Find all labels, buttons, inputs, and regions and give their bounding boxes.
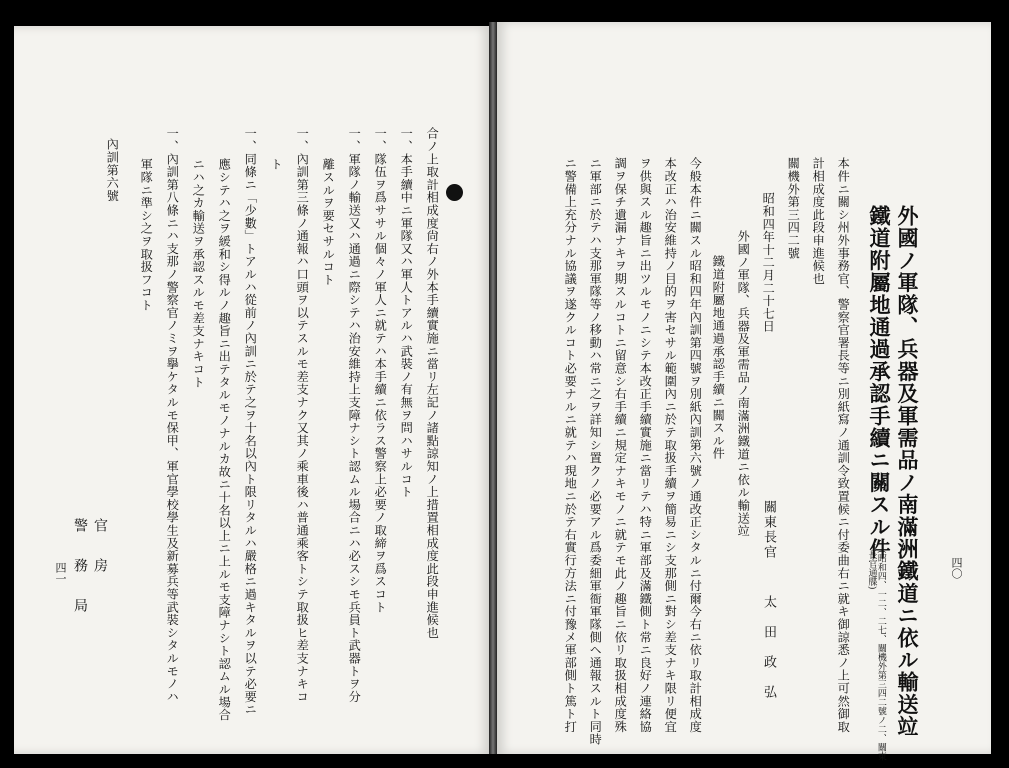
office-line2: 警務局 [72, 518, 88, 638]
right-line-1: 本件ニ關シ州外事務官、警察官署長等ニ別紙寫ノ通訓令致置候ニ付委曲右ニ就キ御諒悉ノ上可然御取 [836, 157, 851, 733]
right-line-11: ニ軍部ニ於テハ支那軍隊等ノ移動ハ常ニ之ヲ詳知シ置クノ必要アル爲委細軍衙軍隊側ヘ通報スルト同時 [588, 157, 603, 746]
left-line-7: ト [269, 158, 284, 171]
right-page-number: 四〇 [950, 557, 963, 579]
official-name: 太田政弘 [761, 595, 776, 715]
right-line-6: 鐵道附屬地通過承認手續ニ關スル件 [711, 255, 726, 460]
left-line-1: 合ノ上取計相成度尙右ノ外本手續實施ニ當リ左記ノ諸點諒知ノ上措置相成度此段申進候也 [425, 127, 440, 639]
right-line-8: 本改正ハ治安維持ノ目的ヲ害セサル範圍內ニ於テ取扱手續ヲ簡易ニシ支那側ニ對シ差支ナキ限リ便宜 [663, 157, 678, 733]
left-line-13: 內訓第六號 [105, 138, 120, 202]
official-title: 關東長官 [761, 500, 776, 560]
left-line-8: 一、同條ニ「少數」トアルハ從前ノ內訓ニ於テ之ヲ十名以內ト限リタルハ嚴格ニ過キタルヲ以テ必要ニ [243, 127, 258, 716]
right-line-5: 外國ノ軍隊、兵器及軍需品ノ南滿洲鐵道ニ依ル輸送竝 [736, 230, 751, 538]
right-line-4: 昭和四年十二月二十七日 [761, 192, 776, 333]
left-line-12: 軍隊ニ準シ之ヲ取扱フコト [139, 158, 154, 312]
left-line-2: 一、本手續中ニ軍隊又ハ軍人トアルハ武裝ノ有無ヲ問ハサルコト [399, 127, 414, 499]
right-line-3: 關機外第三四二號 [786, 157, 801, 260]
left-line-5: 離スルヲ要セサルコト [321, 158, 336, 286]
left-line-3: 一、隊伍ヲ爲ササル個々ノ軍人ニ就テハ本手續ニ依ラス警察上必要ノ取締ヲ爲スコト [373, 127, 388, 614]
left-line-10: ニハ之カ輸送ヲ承認スルモ差支ナキコト [191, 158, 206, 389]
right-line-7: 今般本件ニ關スル昭和四年內訓第四號ヲ別紙內訓第六號ノ通改正シタルニ付爾今右ニ依リ取計相成度 [688, 157, 703, 733]
right-line-2: 計相成度此段申進候也 [811, 157, 826, 285]
section-bullet-icon [446, 184, 463, 201]
right-title-line1: 外國ノ軍隊、兵器及軍需品ノ南滿洲鐵道ニ依ル輸送竝 [895, 205, 920, 738]
right-line-10: 調ヲ保チ遺漏ナキヲ期スルコトニ留意シ右手續ニ規定ナキモノニ就テモ此ノ趣旨ニ依リ取扱相成度殊 [613, 157, 628, 733]
left-line-4: 一、軍隊ノ輸送又ハ通過ニ際シテハ治安維持上支障ナシト認ムル場合ニハ必スシモ兵員ト武器トヲ分 [347, 127, 362, 703]
right-line-12: ニ警備上充分ナル協議ヲ遂クルコト必要ナルニ就テハ現地ニ於テ右實行方法ニ付豫メ軍部側ト篤ト打 [563, 157, 578, 733]
left-line-6: 一、內訓第三條ノ通報ハ口頭ヲ以テスルモ差支ナク又其ノ乘車後ハ普通乘客トシテ取扱ヒ差支ナキコ [295, 127, 310, 703]
left-line-11: 一、內訓第八條ニハ支那ノ警察官ノミヲ擧ケタルモ保甲、軍官學校學生及新募兵等武裝シタルモノハ [165, 127, 180, 703]
title-reference: (昭和四、一二、二七、關機外第三四二號ノ二、關東長官通牒) [866, 550, 886, 761]
left-page-number: 四一 [54, 562, 67, 584]
right-title-line2: 鐵道附屬地通過承認手續ニ關スル件 [867, 205, 892, 561]
left-line-9: 應シテハ之ヲ緩和シ得ルノ趣旨ニ出テタルモノナルカ故ニ十名以上ニ上ルモ支障ナシト認ムル場合 [217, 158, 232, 722]
book-spine [489, 22, 497, 754]
office-line1: 官房 [92, 518, 108, 598]
right-line-9: ヲ供與スル趣旨ニ出ツルモノニシテ本改正手續實施ニ當リテハ特ニ軍部及滿鐵側ト常ニ良好ノ連絡協 [638, 157, 653, 733]
